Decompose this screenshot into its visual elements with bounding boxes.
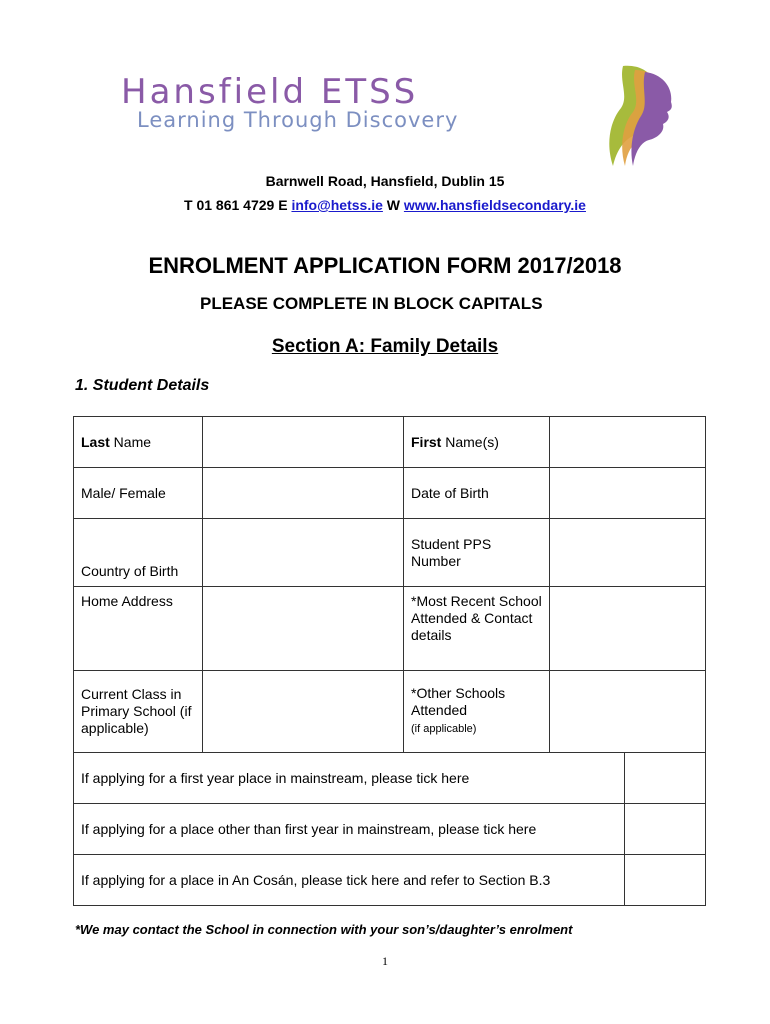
first-year-tick-box[interactable] (625, 753, 706, 804)
other-year-option-label: If applying for a place other than first year in mainstream, please tick here (74, 804, 625, 855)
school-address: Barnwell Road, Hansfield, Dublin 15 (265, 173, 505, 189)
country-label: Country of Birth (74, 519, 203, 587)
if-applicable-note: (if applicable) (411, 723, 477, 735)
section-heading: Section A: Family Details (271, 336, 499, 357)
form-subtitle: PLEASE COMPLETE IN BLOCK CAPITALS (200, 294, 543, 313)
recent-school-label: *Most Recent School Attended & Contact details (404, 587, 550, 671)
phone-text: T 01 861 4729 E (184, 197, 292, 213)
school-logo (115, 62, 665, 172)
other-schools-field[interactable] (550, 671, 706, 753)
pps-field[interactable] (550, 519, 706, 587)
dob-field[interactable] (550, 468, 706, 519)
other-schools-label: *Other Schools Attended (if applicable) (404, 671, 550, 753)
current-class-label: Current Class in Primary School (if applicable) (74, 671, 203, 753)
dob-label: Date of Birth (404, 468, 550, 519)
email-link[interactable]: info@hetss.ie (291, 197, 383, 213)
first-name-field[interactable] (550, 417, 706, 468)
faces-logo-icon (583, 62, 673, 170)
country-field[interactable] (203, 519, 404, 587)
current-class-field[interactable] (203, 671, 404, 753)
gender-field[interactable] (203, 468, 404, 519)
other-year-tick-box[interactable] (625, 804, 706, 855)
logo-name: Hansfield ETSS (121, 72, 419, 112)
first-name-label: First Name(s) (404, 417, 550, 468)
home-address-label: Home Address (74, 587, 203, 671)
form-title: ENROLMENT APPLICATION FORM 2017/2018 (148, 253, 622, 278)
an-cosan-tick-box[interactable] (625, 855, 706, 906)
pps-label: Student PPS Number (404, 519, 550, 587)
web-prefix: W (382, 197, 404, 213)
subsection-heading: 1. Student Details (75, 377, 210, 394)
student-details-table (73, 416, 706, 906)
page-number: 1 (382, 954, 388, 968)
gender-label: Male/ Female (74, 468, 203, 519)
first-year-option-label: If applying for a first year place in mainstream, please tick here (74, 753, 625, 804)
website-link[interactable]: www.hansfieldsecondary.ie (403, 197, 586, 213)
home-address-field[interactable] (203, 587, 404, 671)
contact-line (0, 197, 770, 213)
last-name-label: Last Name (74, 417, 203, 468)
footnote: *We may contact the School in connection with your son’s/daughter’s enrolment (75, 922, 573, 937)
recent-school-field[interactable] (550, 587, 706, 671)
last-name-field[interactable] (203, 417, 404, 468)
logo-tagline: Learning Through Discovery (137, 108, 459, 132)
an-cosan-option-label: If applying for a place in An Cosán, please tick here and refer to Section B.3 (74, 855, 625, 906)
